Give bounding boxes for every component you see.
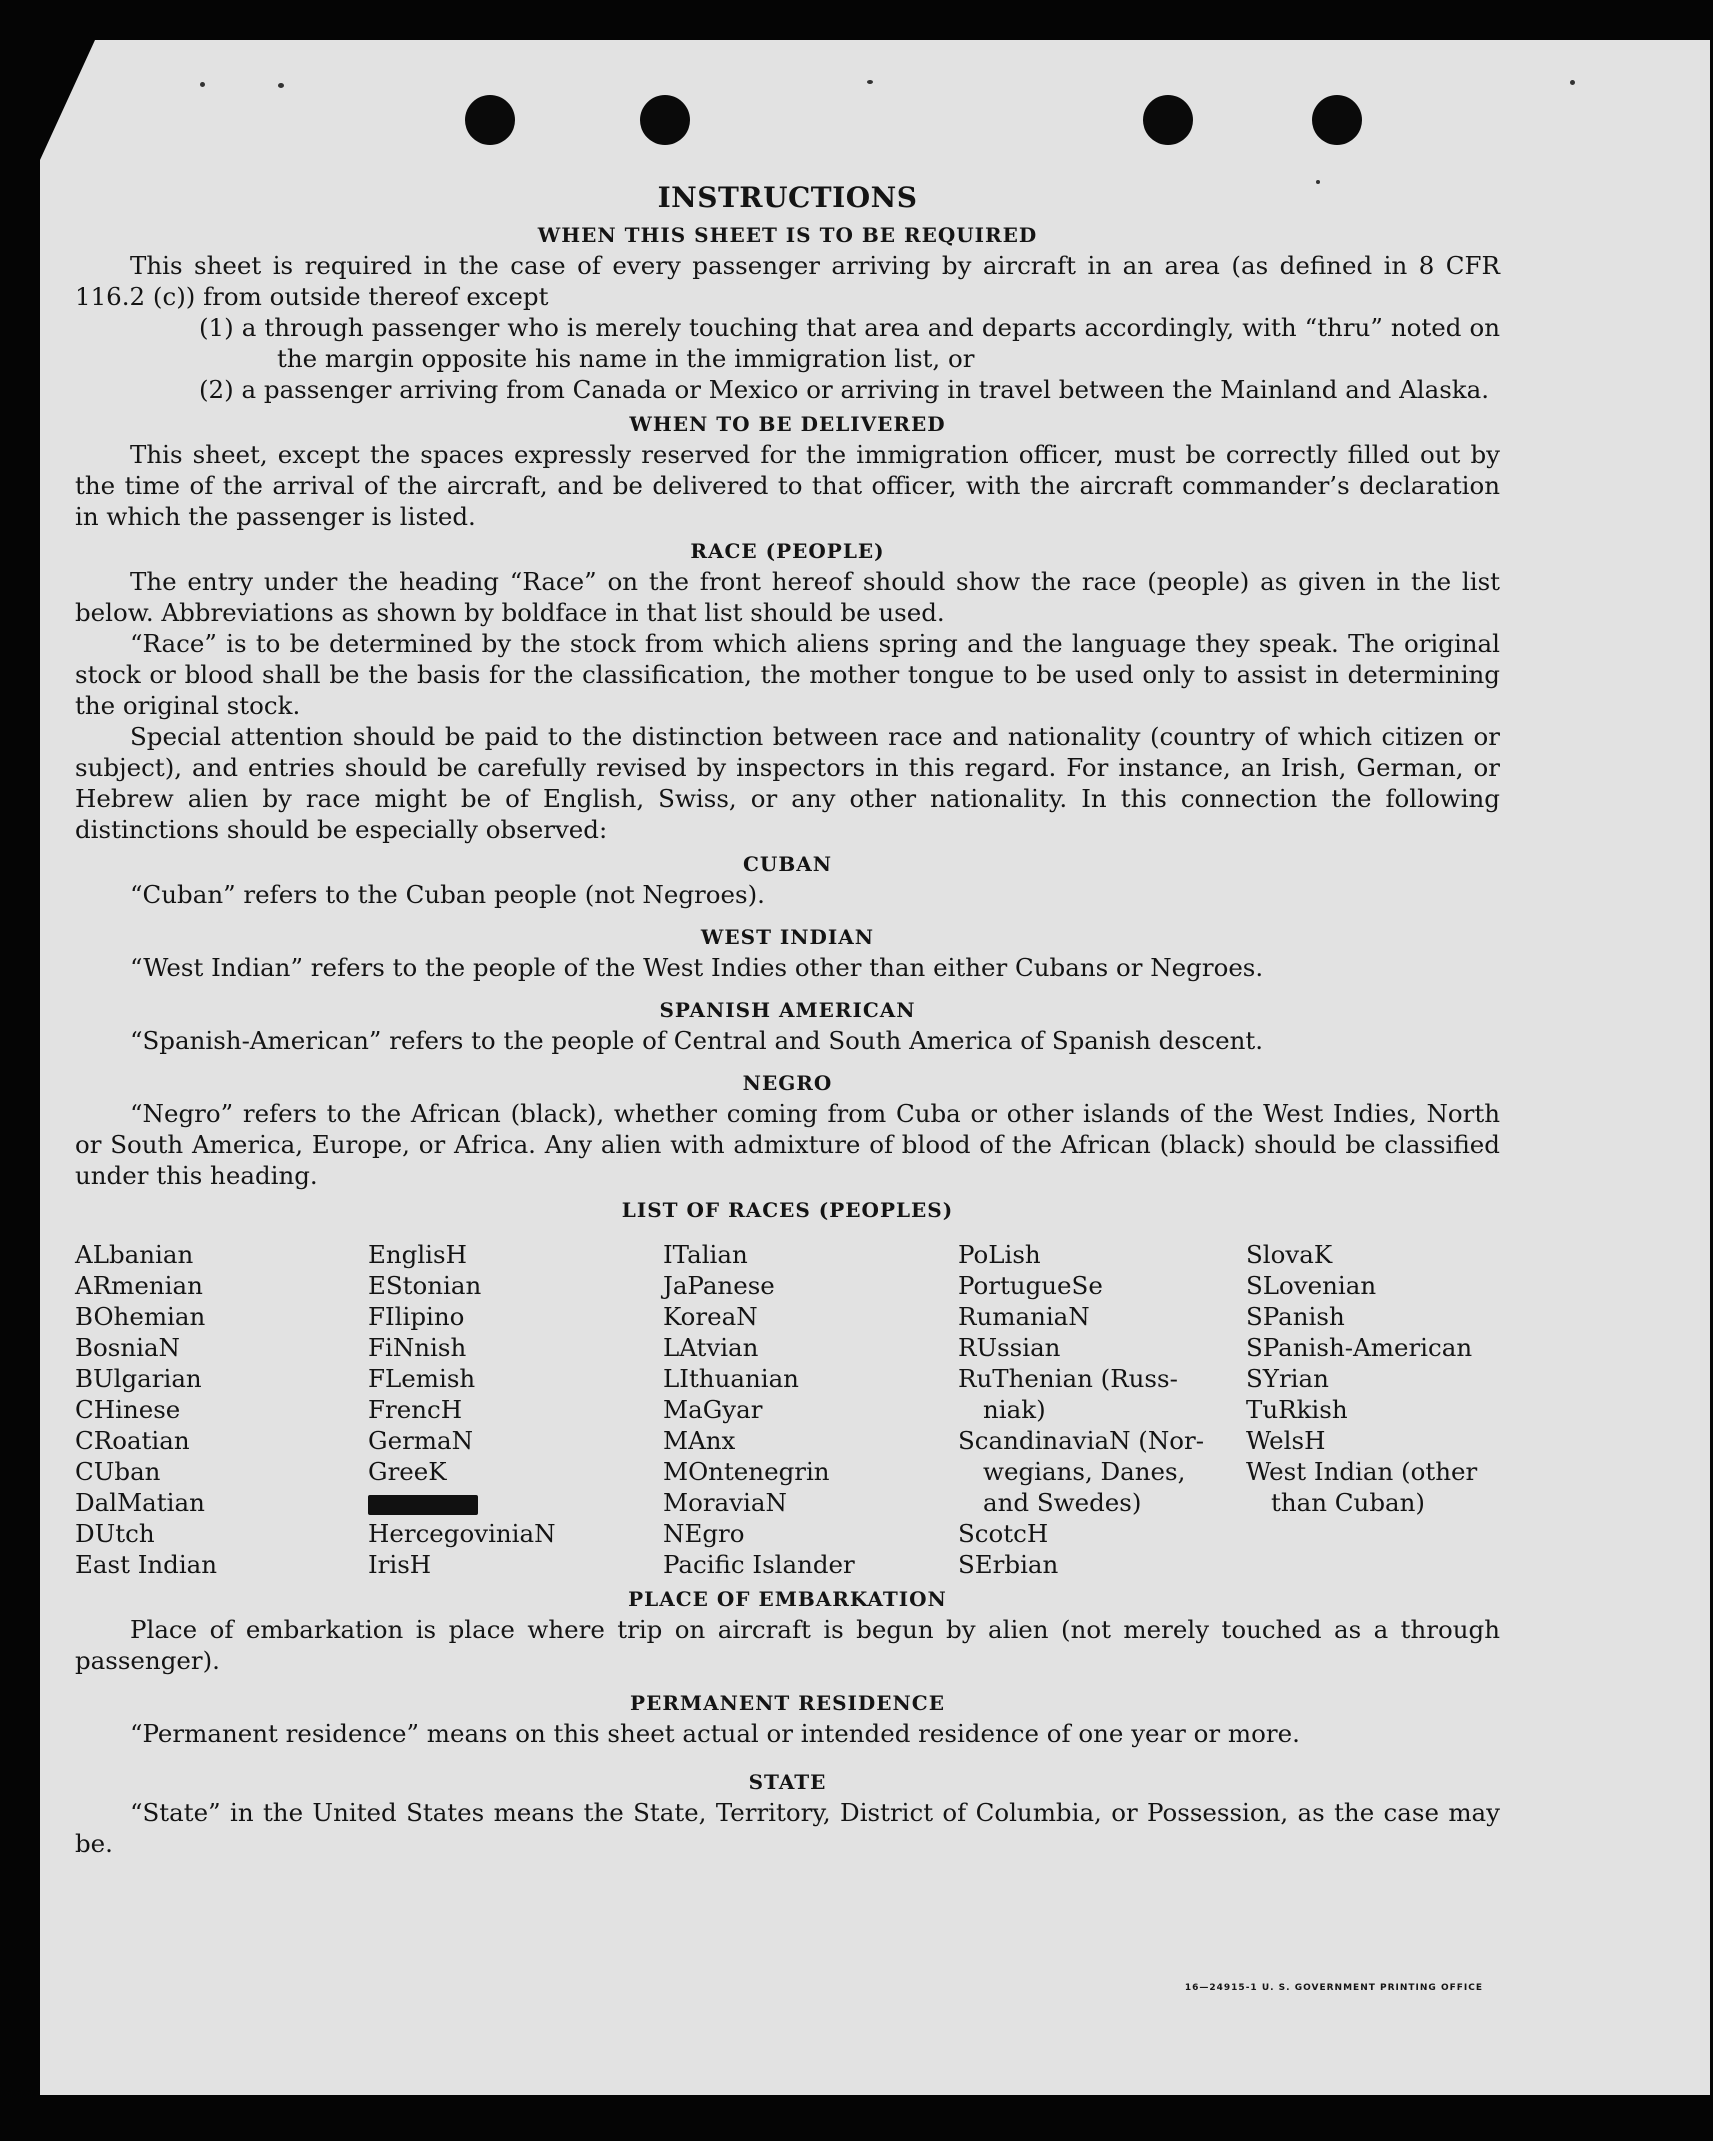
speck (200, 82, 205, 87)
page-title: INSTRUCTIONS (657, 181, 918, 214)
race-item: RumaniaN (958, 1302, 1090, 1331)
race-item: GermaN (368, 1426, 474, 1455)
race-item: SLovenian (1246, 1271, 1377, 1300)
instructions-body (75, 180, 1500, 1859)
race-column-1 (75, 1239, 368, 1580)
race-item: EnglisH (368, 1240, 467, 1269)
race-item: PoLish (958, 1240, 1041, 1269)
section-text: “Permanent residence” means on this sheet actual or intended residence of one year or more. (130, 1719, 1300, 1748)
race-item: PortugueSe (958, 1271, 1103, 1300)
race-item: FLemish (368, 1364, 476, 1393)
race-item: FIlipino (368, 1302, 465, 1331)
race-item: GreeK (368, 1457, 447, 1486)
section-heading: PERMANENT RESIDENCE (630, 1691, 945, 1715)
race-item: WelsH (1246, 1426, 1326, 1455)
punch-hole (1312, 95, 1362, 145)
race-item: SErbian (958, 1550, 1059, 1579)
race-item: West Indian (other (1246, 1457, 1478, 1486)
race-item: LIthuanian (663, 1364, 799, 1393)
race-column-3 (663, 1239, 958, 1580)
race-item: ALbanian (75, 1240, 194, 1269)
race-item: ARmenian (75, 1271, 203, 1300)
race-item: and Swedes) (983, 1488, 1142, 1517)
race-item: DalMatian (75, 1488, 205, 1517)
section-heading: STATE (748, 1770, 827, 1794)
race-item: FrencH (368, 1395, 463, 1424)
race-item: RUssian (958, 1333, 1061, 1362)
race-item: RuThenian (Russ- (958, 1364, 1178, 1393)
race-item: NEgro (663, 1519, 745, 1548)
race-item: SPanish-American (1246, 1333, 1473, 1362)
section-text: Place of embarkation is place where trip on aircraft is begun by alien (not merely touched as a through passenger). (75, 1615, 1500, 1675)
race-item: TuRkish (1246, 1395, 1348, 1424)
race-item: MaGyar (663, 1395, 763, 1424)
race-list (75, 1239, 1500, 1580)
section-heading: WEST INDIAN (700, 925, 875, 949)
speck (867, 80, 873, 84)
race-column-2 (368, 1239, 663, 1580)
punch-hole (640, 95, 690, 145)
section-heading: CUBAN (742, 852, 833, 876)
race-column-4 (958, 1239, 1246, 1580)
section-heading: PLACE OF EMBARKATION (628, 1587, 947, 1611)
race-item: BosniaN (75, 1333, 180, 1362)
race-item: KoreaN (663, 1302, 758, 1331)
race-item: than Cuban) (1271, 1488, 1425, 1517)
section-heading: SPANISH AMERICAN (659, 998, 916, 1022)
redacted-item (368, 1487, 663, 1518)
race-item: IrisH (368, 1550, 432, 1579)
list-item: (2) a passenger arriving from Canada or Mexico or arriving in travel between the Mainland and Alaska. (199, 375, 1490, 404)
race-item: MAnx (663, 1426, 736, 1455)
race-item: CHinese (75, 1395, 181, 1424)
section-text: This sheet, except the spaces expressly reserved for the immigration officer, must be correctly filled out by the time of the arrival of the aircraft, and be delivered to that officer, with the aircraft commander’s declaration in which the passenger is listed. (75, 440, 1500, 531)
race-item: MOntenegrin (663, 1457, 830, 1486)
section-text: “West Indian” refers to the people of the West Indies other than either Cubans or Negroes. (130, 953, 1264, 982)
race-item: Pacific Islander (663, 1550, 855, 1579)
speck (278, 83, 284, 88)
race-item: wegians, Danes, (983, 1457, 1186, 1486)
race-item: ITalian (663, 1240, 748, 1269)
race-item: niak) (983, 1395, 1046, 1424)
race-item: MoraviaN (663, 1488, 787, 1517)
section-text: The entry under the heading “Race” on the front hereof should show the race (people) as given in the list below. Abbreviations as shown by boldface in that list should be used. (75, 567, 1500, 627)
race-item: ScotcH (958, 1519, 1049, 1548)
punch-hole (465, 95, 515, 145)
race-item: CUban (75, 1457, 161, 1486)
punch-hole (1143, 95, 1193, 145)
section-text: “Spanish-American” refers to the people of Central and South America of Spanish descent. (130, 1026, 1264, 1055)
section-heading: WHEN TO BE DELIVERED (629, 412, 946, 436)
race-item: SPanish (1246, 1302, 1345, 1331)
section-text: “State” in the United States means the State, Territory, District of Columbia, or Possession, as the case may be. (75, 1798, 1500, 1858)
race-item: BUlgarian (75, 1364, 202, 1393)
section-text: This sheet is required in the case of every passenger arriving by aircraft in an area (as defined in 8 CFR 116.2 (c)) from outside thereof except (75, 251, 1500, 311)
print-code: 16—24915-1 U. S. GOVERNMENT PRINTING OFFICE (1184, 1983, 1483, 1993)
race-item: SlovaK (1246, 1240, 1333, 1269)
section-heading: RACE (PEOPLE) (690, 539, 885, 563)
race-item: CRoatian (75, 1426, 190, 1455)
section-heading: WHEN THIS SHEET IS TO BE REQUIRED (537, 223, 1038, 247)
race-item: LAtvian (663, 1333, 759, 1362)
redaction-mark (368, 1495, 478, 1515)
race-column-5 (1246, 1239, 1500, 1580)
section-text: “Cuban” refers to the Cuban people (not Negroes). (130, 880, 765, 909)
section-text: “Negro” refers to the African (black), whether coming from Cuba or other islands of the West Indies, North or South America, Europe, or Africa. Any alien with admixture of blood of the African (black) should be classified under this heading. (75, 1099, 1500, 1190)
race-item: East Indian (75, 1550, 218, 1579)
race-item: SYrian (1246, 1364, 1329, 1393)
race-item: HercegoviniaN (368, 1519, 556, 1548)
race-item: BOhemian (75, 1302, 206, 1331)
section-text: “Race” is to be determined by the stock from which aliens spring and the language they speak. The original stock or blood shall be the basis for the classification, the mother tongue to be used only to assist in determining the original stock. (75, 629, 1500, 720)
section-text: Special attention should be paid to the distinction between race and nationality (country of which citizen or subject), and entries should be carefully revised by inspectors in this regard. For instance, an Irish, German, or Hebrew alien by race might be of English, Swiss, or any other nationality. In this connection the following distinctions should be especially observed: (75, 722, 1500, 844)
speck (1570, 80, 1575, 85)
section-heading: NEGRO (742, 1071, 833, 1095)
section-heading: LIST OF RACES (PEOPLES) (621, 1198, 954, 1222)
race-item: FiNnish (368, 1333, 467, 1362)
race-item: EStonian (368, 1271, 482, 1300)
race-item: ScandinaviaN (Nor- (958, 1426, 1205, 1455)
race-item: JaPanese (663, 1271, 775, 1300)
list-item: (1) a through passenger who is merely touching that area and departs accordingly, with “thru” noted on the margin opposite his name in the immigration list, or (199, 313, 1500, 373)
race-item: DUtch (75, 1519, 155, 1548)
